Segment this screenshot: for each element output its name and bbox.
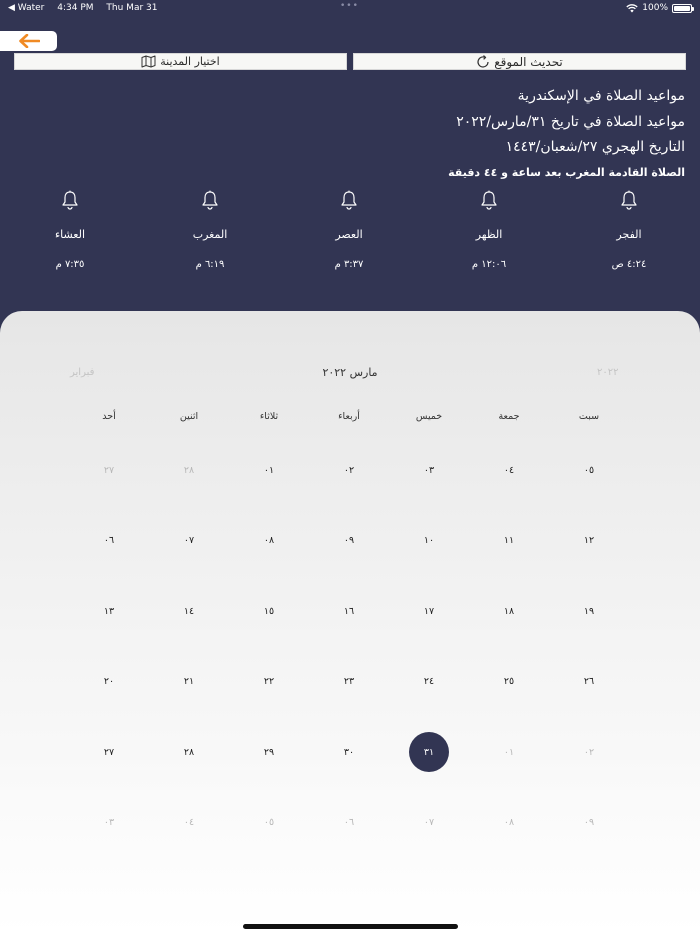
prayer-name: العشاء [54, 228, 86, 241]
calendar-header [0, 361, 700, 381]
wifi-icon [626, 4, 638, 13]
calendar-day[interactable]: ٠٣ [423, 464, 435, 476]
calendar-day[interactable]: ٠١ [503, 746, 515, 758]
calendar-day[interactable]: ١٣ [103, 605, 115, 617]
bell-icon[interactable] [620, 190, 638, 210]
choose-city-button[interactable] [14, 53, 347, 70]
weekday-label: جمعة [498, 411, 520, 422]
calendar-day[interactable]: ٢١ [183, 675, 195, 687]
prayer-name: الظهر [475, 228, 503, 241]
calendar-day[interactable]: ٢٣ [343, 675, 355, 687]
calendar-day[interactable]: ٠٢ [343, 464, 355, 476]
home-indicator [243, 924, 458, 929]
calendar-day[interactable]: ١١ [503, 534, 515, 546]
calendar-day[interactable]: ٢٩ [263, 746, 275, 758]
prayer-name: المغرب [192, 228, 228, 241]
previous-month-button[interactable]: فبراير [70, 367, 95, 378]
prayer-time: ٤:٢٤ ص [611, 259, 647, 270]
calendar-day[interactable]: ١٥ [263, 605, 275, 617]
calendar-day[interactable]: ٠١ [263, 464, 275, 476]
prayer-name: العصر [335, 228, 363, 241]
multitasking-dots-icon[interactable]: ••• [340, 1, 359, 11]
gregorian-date: مواعيد الصلاة في تاريخ ٣١/مارس/٢٠٢٢ [456, 113, 685, 130]
city-title: مواعيد الصلاة في الإسكندرية [517, 88, 685, 104]
weekday-label: ثلاثاء [259, 411, 279, 422]
calendar-day[interactable]: ٢٢ [263, 675, 275, 687]
calendar-day[interactable]: ١٩ [583, 605, 595, 617]
next-prayer: الصلاة القادمة المغرب بعد ساعة و ٤٤ دقيقة [448, 165, 685, 179]
toolbar [14, 53, 686, 71]
refresh-icon [476, 55, 490, 69]
hijri-date: التاريخ الهجري ٢٧/شعبان/١٤٤٣ [505, 139, 685, 155]
bell-icon[interactable] [340, 190, 358, 210]
calendar-day[interactable]: ٠٦ [343, 816, 355, 828]
prayer-asr[interactable] [309, 190, 389, 270]
battery-icon [672, 4, 692, 13]
prayer-maghrib[interactable] [170, 190, 250, 270]
prayer-isha[interactable] [30, 190, 110, 270]
update-location-label: تحديث الموقع [494, 54, 563, 69]
calendar-day[interactable]: ٠٤ [183, 816, 195, 828]
calendar-day[interactable]: ٢٧ [103, 746, 115, 758]
prayer-info [15, 86, 685, 184]
back-to-app-link[interactable]: ◀ Water [8, 3, 45, 13]
weekday-label: سبت [578, 411, 600, 422]
calendar-day[interactable]: ١٧ [423, 605, 435, 617]
calendar-day[interactable]: ٢٨ [183, 746, 195, 758]
calendar-day-selected[interactable]: ٣١ [409, 732, 449, 772]
prayer-time: ٧:٣٥ م [55, 259, 85, 270]
calendar-day[interactable]: ٢٥ [503, 675, 515, 687]
calendar-day[interactable]: ٠٦ [103, 534, 115, 546]
prayer-time: ٦:١٩ م [195, 259, 225, 270]
prayer-name: الفجر [616, 228, 642, 241]
choose-city-label: اختيار المدينة [160, 55, 220, 68]
calendar-day[interactable]: ١٨ [503, 605, 515, 617]
status-bar [0, 0, 700, 18]
calendar [0, 311, 700, 934]
calendar-title: مارس ٢٠٢٢ [322, 366, 378, 379]
calendar-day[interactable]: ١٠ [423, 534, 435, 546]
weekday-label: اثنين [179, 411, 199, 422]
weekday-label: أربعاء [338, 411, 360, 422]
calendar-day[interactable]: ٠٩ [583, 816, 595, 828]
status-date: Thu Mar 31 [106, 3, 158, 13]
bell-icon[interactable] [480, 190, 498, 210]
calendar-day[interactable]: ٠٨ [263, 534, 275, 546]
calendar-day[interactable]: ٠٢ [583, 746, 595, 758]
prayer-time: ٣:٣٧ م [334, 259, 364, 270]
prayer-dhuhr[interactable] [449, 190, 529, 270]
battery-percent: 100% [642, 3, 668, 13]
update-location-button[interactable] [353, 53, 686, 70]
calendar-day[interactable]: ١٦ [343, 605, 355, 617]
calendar-day[interactable]: ٠٤ [503, 464, 515, 476]
back-button[interactable] [0, 31, 57, 51]
weekday-label: خميس [415, 411, 443, 422]
arrow-left-icon [18, 34, 40, 48]
calendar-day[interactable]: ٠٧ [183, 534, 195, 546]
calendar-day[interactable]: ٢٤ [423, 675, 435, 687]
calendar-day[interactable]: ١٢ [583, 534, 595, 546]
bell-icon[interactable] [201, 190, 219, 210]
bell-icon[interactable] [61, 190, 79, 210]
prayer-fajr[interactable] [589, 190, 669, 270]
calendar-day[interactable]: ٠٩ [343, 534, 355, 546]
weekday-label: أحد [102, 411, 116, 422]
next-month-button[interactable]: ٢٠٢٢ [597, 367, 619, 378]
calendar-day[interactable]: ٠٧ [423, 816, 435, 828]
status-time: 4:34 PM [57, 3, 94, 13]
calendar-day[interactable]: ٢٠ [103, 675, 115, 687]
prayer-times-row [0, 190, 700, 280]
calendar-day[interactable]: ٠٣ [103, 816, 115, 828]
calendar-day[interactable]: ١٤ [183, 605, 195, 617]
calendar-day[interactable]: ٠٨ [503, 816, 515, 828]
calendar-day[interactable]: ٢٦ [583, 675, 595, 687]
map-icon [141, 55, 156, 68]
prayer-time: ١٢:٠٦ م [471, 259, 507, 270]
calendar-day[interactable]: ٣٠ [343, 746, 355, 758]
calendar-day[interactable]: ٠٥ [263, 816, 275, 828]
calendar-day[interactable]: ٠٥ [583, 464, 595, 476]
calendar-day[interactable]: ٢٨ [183, 464, 195, 476]
calendar-day[interactable]: ٢٧ [103, 464, 115, 476]
